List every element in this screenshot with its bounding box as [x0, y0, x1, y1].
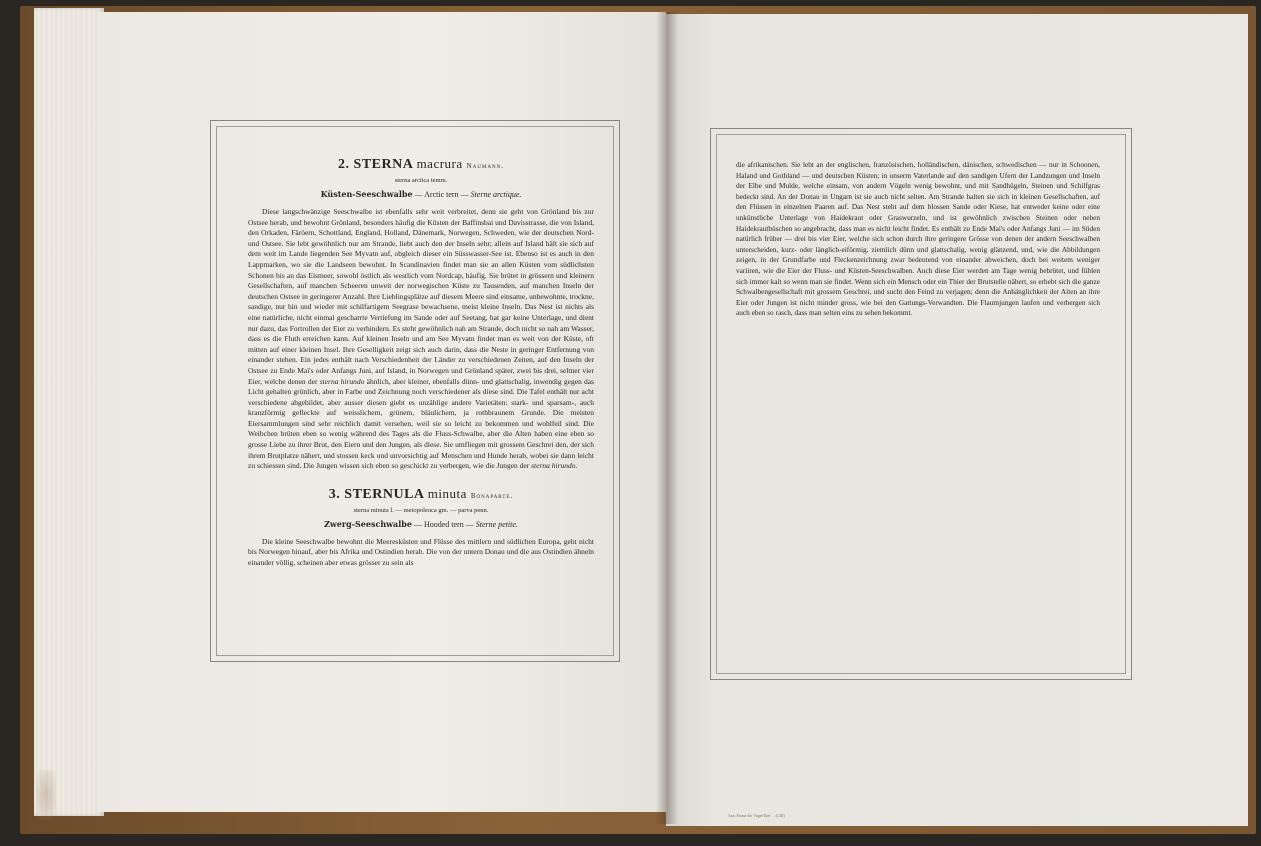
name-separator: — — [460, 190, 469, 199]
page-stack-edge — [34, 8, 104, 816]
german-name: Küsten-Seeschwalbe — [320, 189, 413, 199]
genus-name: STERNA — [353, 157, 413, 172]
species-heading-2 — [248, 486, 594, 504]
name-separator: — — [414, 190, 423, 199]
description-text: ähnlich, aber kleiner, ebenfalls dünn- und glattschalig, inwendig gegen das Licht gehalten grünlich, aber in Farbe und Zeichnung noch verschiedener als diese sind. Die Tafel enthält nur acht verschiedene abgebildet, aber ausser diesen giebt es unzählige andere Varietäten: stark- und sparsam-, auch kranzförmig gefleckte auf weisslichem, grünem, bläulichem, ja rothbraunem Grunde. Die meisten Eiersammlungen sind sehr reichlich damit versehen, weil sie so leicht zu bekommen und wohlfeil sind. Die Weibchen brüten eben so wenig während des Tages als die Fluss-Schwalbe, aber die Alten haben eine eben so grosse Liebe zu ihrer Brut, den Eiern und den Jungen, als diese. Sie umfliegen mit grossem Geschrei den, der sich ihrem Brutplatze nähert, und stossen keck und unvorsichtig auf Menschen und Hunde herab, wobei sie dann leicht zu schiessen sind. Die Jungen wissen sich eben so geschickt zu verbergen, wie die Jungen der — [248, 376, 595, 471]
english-name: Hooded tern — [423, 519, 464, 529]
species-description — [248, 207, 594, 472]
genus-name: STERNULA — [344, 486, 424, 502]
english-name: Arctic tern — [424, 190, 459, 199]
description-text: Diese langschwänzige Seeschwalbe ist ebenfalls sehr weit verbreitet, denn sie geht von Grönland bis zur Ostsee herab, und bewohnt Grönland, besonders häufig die Küsten der Baffinsbai und Davisstrasse, die von Island, den Orkaden, Färöern, Schottland, England, Holland, Dänemark, Norwegen, Schweden, wie der deutschen Nord- und Ostsee. Sie lebt gewöhnlich nur am Strande, liebt auch den der Inseln sehr; allein auf Island hält sie sich auf dem weit im Lande liegenden See Myvatn auf, obgleich dieser ein Süsswasser-See ist. Ebenso ist es auch in den Lappmarken, wo sie die Landseen bewohnt. In Scandinavien findet man sie an allen Küsten vom südlichsten Schonen bis an das Eismeer, sowohl östlich als westlich vom Nordcap, häufig. Sie brütet in grössern und kleinern Gesellschaften, auf manchen Scheeren unweit der norwegischen Küste zu Tausenden, auf manchen Inseln der deutschen Ostsee in geringerer Anzahl. Ihre Lieblingsplätze auf diesem Meere sind einsame, unbewohnte, trockne, sandige, nur hin und wieder mit schilfartigem Seegrase bewachsene, meist kleine Inseln. Das Nest ist nichts als eine natürliche, nicht einmal gescharrte Vertiefung im Sande oder auf Seetang, hat gar keine Unterlage, und dient nur dazu, das Fortrollen der Eier zu verhindern. Es steht gewöhnlich nah am Strande, doch nicht so nah am Wasser, dass es die Fluth erreichen kann. Auf kleinen Inseln und am See Myvatn findet man es weit von der Küste, oft mitten auf einer kleinen Insel. Ihre Geselligkeit zeigt sich auch darin, dass die Neste in geringer Entfernung von einander stehen. Ein jedes enthält nach Verschiedenheit der Länder zu verschiedenen Zeiten, auf den Inseln der Ostsee zu Ende Mai's oder Anfangs Juni, auf Island, in Norwegen und Grönland später, zwei bis drei, seltner vier Eier, welche denen der — [248, 207, 594, 386]
species-synonym: sterna minuta l. — metopoleuca gm. — parva penn. — [353, 506, 489, 514]
left-page-text — [248, 156, 594, 577]
species-heading-1 — [248, 156, 594, 174]
name-separator: — — [465, 519, 474, 529]
species-number: 3. — [328, 486, 341, 502]
right-page-text — [736, 160, 1100, 327]
species-name: minuta — [427, 485, 467, 501]
species-reference: sterna hirundo — [319, 376, 365, 386]
common-names — [248, 518, 594, 531]
species-synonym: sterna arctica temm. — [394, 177, 448, 184]
species-description: Die kleine Seeschwalbe bewohnt die Meeresküsten und Flüsse des mittlern und südlichen Europa, geht nicht bis Norwegen hinauf, aber bis Afrika und Ostindien herab. Die von der untern Donau und die aus Ostindien ähneln einander völlig, scheinen aber etwas grösser zu sein als — [248, 536, 594, 568]
common-names — [248, 188, 594, 201]
printer-imprint: Aus: Fauna der Vogel-Eier ... (LIII) — [728, 813, 785, 818]
species-author: Naumann. — [466, 162, 504, 170]
french-name: Sterne arctique. — [470, 190, 522, 199]
continued-description: die afrikanischen. Sie lebt an der englischen, französischen, holländischen, dänischen, schwedischen — nur in Schoonen, Haland und Gothland — und deutschen Küsten; in unserm Vaterlande auf den sandigen Ufern der Landzungen und Inseln der Elbe und Mulde, welche einsam, von andern Vögeln wenig bewohnt, und mit Sandhügeln, Steinen und Schilfgras bedeckt sind. An der Donau in Ungarn ist sie auch nicht selten. Am Strande halten sie sich in kleinen Gesellschaften, auf den Flüssen in einzelnen Paaren auf. Das Nest steht auf dem blossen Sande oder Kiese, hat entweder keine oder eine unkünstliche Unterlage von Haidekraut oder Graswurzeln, und ist gewöhnlich zwischen Steinen oder neben Haidekrautbüschen so angebracht, dass man es nicht leicht findet. Es enthält zu Ende Mai's oder Anfangs Juni — im Süden natürlich früher — drei bis vier Eier, welche sich schon durch ihre geringere Grösse von denen der andern Seeschwalben unterscheiden, kurz- oder länglich-eiförmig, ziemlich dünn und glattschalig, wenig glänzend, und, wie die Abbildungen zeigen, in der Grundfarbe und Fleckenzeichnung zwar bedeutend von einander abweichen, doch bei weitem weniger variiren, wie die Eier der Fluss- und Küsten-Seeschwalben. Auch diese Eier werden am Tage wenig bebrütet, und fühlen sich immer kalt so wenn man sie findet. Wenn sich ein Mensch oder ein Thier der Brutstelle nähert, so erhebt sich die ganze Schwalbengesellschaft mit grossem Geschrei, und sucht den Feind zu verjagen; denn die Anhänglichkeit der Alten an ihre Eier oder Jungen ist nicht minder gross, wie bei den Gattungs-Verwandten. Die Flaumjungen laufen und verbergen sich auch eben so rasch, dass man selten eins zu sehen bekommt. — [736, 160, 1100, 318]
section-2 — [248, 486, 594, 569]
german-name: Zwerg-Seeschwalbe — [324, 518, 412, 529]
species-number: 2. — [338, 157, 350, 172]
book-gutter — [656, 12, 678, 824]
species-name: macrura — [416, 156, 463, 171]
name-separator: — — [413, 519, 422, 529]
species-author: Bonaparte. — [470, 491, 514, 500]
page-stain — [36, 770, 56, 820]
french-name: Sterne petite. — [475, 519, 518, 529]
species-reference: sterna hirundo. — [531, 461, 578, 471]
